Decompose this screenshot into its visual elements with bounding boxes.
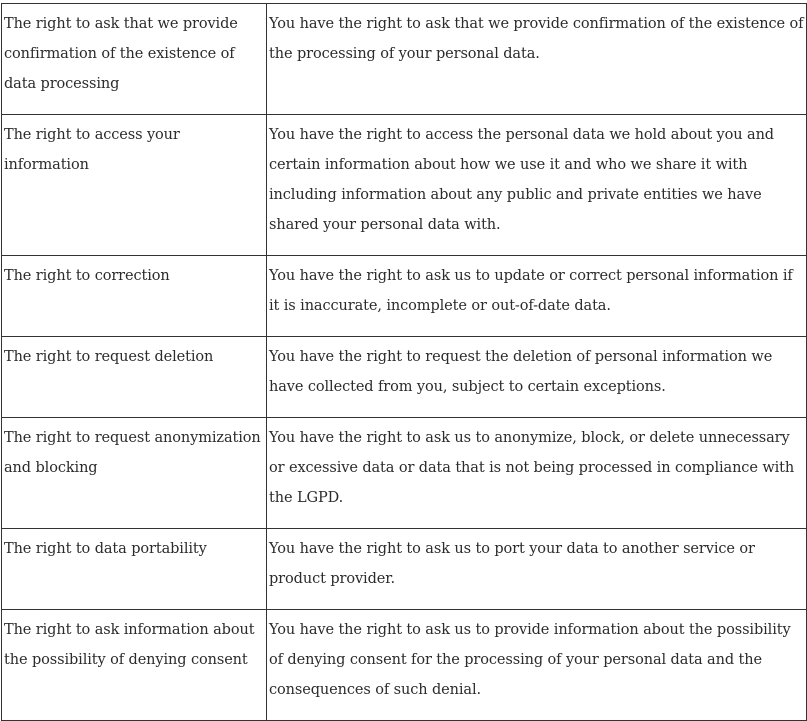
- right-description-cell: You have the right to ask that we provide confirmation of the existence of the processing of your personal data.: [267, 4, 807, 115]
- right-description-cell: You have the right to access the personal data we hold about you and certain information about how we use it and who we share it with including information about any public and private entities we have shared your personal data with.: [267, 115, 807, 256]
- right-description-cell: You have the right to ask us to provide information about the possibility of denying consent for the processing of your personal data and the consequences of such denial.: [267, 610, 807, 721]
- right-name-cell: The right to data portability: [2, 529, 267, 610]
- right-name-cell: The right to ask information about the possibility of denying consent: [2, 610, 267, 721]
- table-row: [2, 418, 807, 529]
- right-description-cell: You have the right to ask us to port your data to another service or product provider.: [267, 529, 807, 610]
- right-description-cell: You have the right to ask us to anonymize, block, or delete unnecessary or excessive data or data that is not being processed in compliance with the LGPD.: [267, 418, 807, 529]
- table-row: [2, 115, 807, 256]
- rights-table: [1, 3, 807, 721]
- table-row: [2, 4, 807, 115]
- right-name-cell: The right to correction: [2, 256, 267, 337]
- table-row: [2, 529, 807, 610]
- right-name-cell: The right to access your information: [2, 115, 267, 256]
- right-name-cell: The right to request anonymization and blocking: [2, 418, 267, 529]
- right-name-cell: The right to ask that we provide confirmation of the existence of data processing: [2, 4, 267, 115]
- table-row: [2, 256, 807, 337]
- right-name-cell: The right to request deletion: [2, 337, 267, 418]
- table-row: [2, 337, 807, 418]
- right-description-cell: You have the right to ask us to update or correct personal information if it is inaccurate, incomplete or out-of-date data.: [267, 256, 807, 337]
- right-description-cell: You have the right to request the deletion of personal information we have collected from you, subject to certain exceptions.: [267, 337, 807, 418]
- table-row: [2, 610, 807, 721]
